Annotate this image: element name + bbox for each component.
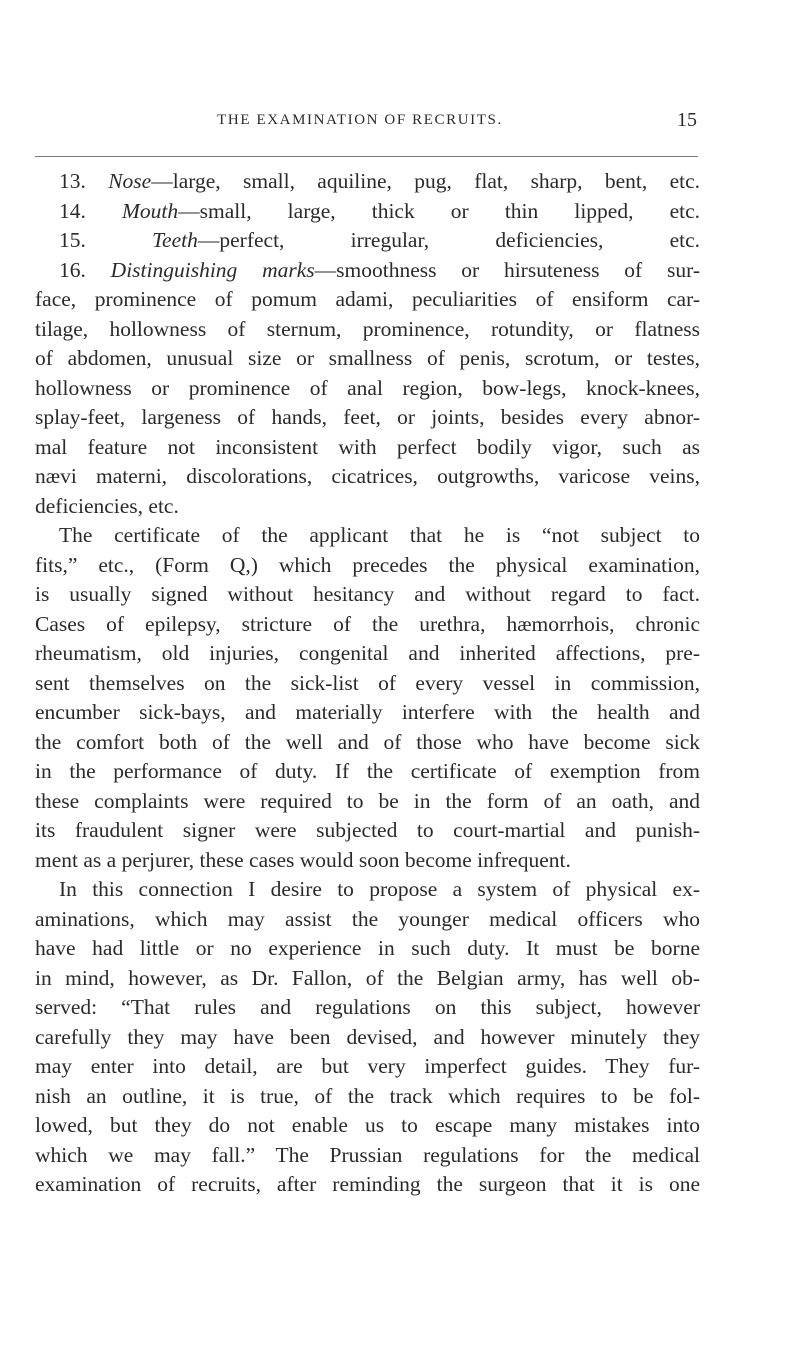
text-line: the comfort both of the well and of those who have become sick	[35, 729, 700, 754]
item-text: —small, large, thick or thin lipped, etc.	[178, 198, 701, 223]
text-line: its fraudulent signer were subjected to court-martial and punish-	[35, 818, 700, 842]
item-number: 16.	[59, 257, 86, 282]
text-line: face, prominence of pomum adami, peculiarities of ensiform car-	[35, 287, 700, 311]
text-line: served: “That rules and regulations on this subject, however	[35, 995, 700, 1019]
text-line: tilage, hollowness of sternum, prominence, rotundity, or flatness	[35, 316, 700, 341]
text-line: in the performance of duty. If the certificate of exemption from	[35, 759, 700, 783]
page-number: 15	[677, 109, 697, 131]
text-line: splay-feet, largeness of hands, feet, or joints, besides every abnor-	[35, 405, 700, 429]
item-text: —perfect, irregular, deficiencies, etc.	[197, 228, 701, 252]
body-text	[35, 167, 700, 1200]
text-line: mal feature not inconsistent with perfect bodily vigor, such as	[35, 434, 700, 459]
item-term: Mouth	[121, 198, 179, 223]
text-line: these complaints were required to be in the form of an oath, and	[35, 788, 700, 813]
text-line: ment as a perjurer, these cases would soon become infrequent.	[35, 847, 571, 872]
text-line: examination of recruits, after reminding the surgeon that it is one	[35, 1172, 700, 1196]
list-item-nose	[35, 167, 700, 197]
text-line: The certificate of the applicant that he is “not subject to	[59, 523, 700, 547]
text-line: nish an outline, it is true, of the track which requires to be fol-	[35, 1083, 700, 1108]
text-line: sent themselves on the sick-list of every vessel in commission,	[35, 670, 700, 695]
text-line: encumber sick-bays, and materially interfere with the health and	[35, 700, 700, 724]
text-line: carefully they may have been devised, and however minutely they	[35, 1024, 700, 1049]
text-line: of abdomen, unusual size or smallness of penis, scrotum, or testes,	[35, 346, 700, 370]
text-line: have had little or no experience in such duty. It must be borne	[35, 936, 700, 960]
text-line: In this connection I desire to propose a system of physical ex-	[59, 877, 700, 901]
text-line: is usually signed without hesitancy and without regard to fact.	[35, 582, 700, 606]
text-line: hollowness or prominence of anal region, bow-legs, knock-knees,	[35, 375, 700, 400]
list-item-mouth	[35, 197, 700, 227]
text-line: nævi materni, discolorations, cicatrices, outgrowths, varicose veins,	[35, 464, 700, 488]
text-line: in mind, however, as Dr. Fallon, of the Belgian army, has well ob-	[35, 965, 700, 990]
item-text: —large, small, aquiline, pug, flat, sharp, bent, etc.	[151, 169, 701, 193]
item-text: —smoothness or hirsuteness of sur-	[314, 257, 700, 282]
item-term: Teeth	[152, 228, 198, 252]
item-number: 15.	[59, 228, 86, 252]
text-line: Cases of epilepsy, stricture of the urethra, hæmorrhois, chronic	[35, 611, 700, 636]
text-line: fits,” etc., (Form Q,) which precedes the physical examination,	[35, 552, 700, 577]
text-line: may enter into detail, are but very imperfect guides. They fur-	[35, 1054, 700, 1078]
list-item-distinguishing-marks	[35, 256, 700, 286]
text-line: aminations, which may assist the younger medical officers who	[35, 906, 700, 931]
running-head	[0, 108, 800, 132]
text-line: rheumatism, old injuries, congenital and inherited affections, pre-	[35, 641, 700, 665]
item-number: 13.	[59, 169, 86, 193]
text-line: which we may fall.” The Prussian regulations for the medical	[35, 1142, 700, 1167]
header-rule	[35, 156, 698, 157]
item-term: Distinguishing marks	[110, 257, 315, 282]
item-number: 14.	[59, 198, 86, 223]
list-item-teeth	[35, 226, 700, 256]
item-term: Nose	[108, 169, 152, 193]
text-line: deficiencies, etc.	[35, 493, 179, 518]
running-title: THE EXAMINATION OF RECRUITS.	[217, 112, 503, 128]
text-line: lowed, but they do not enable us to escape many mistakes into	[35, 1113, 700, 1137]
